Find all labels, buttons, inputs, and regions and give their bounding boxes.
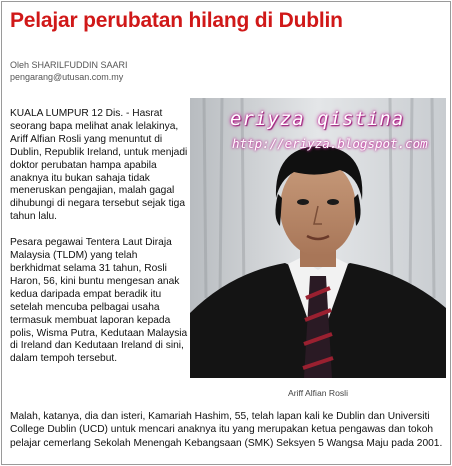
photo-caption: Ariff Alfian Rosli (287, 388, 349, 398)
article-body-left (10, 108, 190, 379)
author-email: pengarang@utusan.com.my (10, 72, 124, 82)
author-name: Oleh SHARILFUDDIN SAARI (10, 60, 128, 70)
paragraph-2: Pesara pegawai Tentera Laut Diraja Malaysia (TLDM) yang telah berkhidmat selama 31 tahun, Rosli Haron, 56, kini buntu mengesan anak kedua daripada empat beradik itu setelah mencuba pelbagai usaha termasuk membuat laporan kepada polis, Wisma Putra, Kedutaan Malaysia di Ireland dan Kedutaan Ireland di sini, dalam tempoh tersebut. (10, 237, 188, 365)
portrait-image (190, 98, 446, 378)
article-frame (1, 1, 451, 465)
byline (10, 59, 128, 83)
watermark-name: eriyza qistina (230, 108, 405, 130)
article-body-bottom (10, 410, 450, 450)
watermark-url: http://eriyza.blogspot.com (232, 136, 428, 151)
paragraph-3: Malah, katanya, dia dan isteri, Kamariah Hashim, 55, telah lapan kali ke Dublin dan Universiti College Dublin (UCD) untuk mencari anaknya itu yang merupakan ketua pengawas dan tokoh pelajar cemerlang Sekolah Menengah Kebangsaan (SMK) Seksyen 5 Wangsa Maju pada 2001. (10, 411, 443, 449)
paragraph-1: KUALA LUMPUR 12 Dis. - Hasrat seorang bapa melihat anak lelakinya, Ariff Alfian Rosli yang menuntut di Dublin, Republik Ireland, untuk menjadi doktor perubatan hampa apabila anaknya itu bukan sahaja tidak meneruskan pengajian, malah gagal dihubungi di negara tersebut sejak tiga tahun lalu. (10, 108, 188, 223)
article-headline: Pelajar perubatan hilang di Dublin (10, 9, 343, 32)
article-photo (190, 98, 446, 406)
